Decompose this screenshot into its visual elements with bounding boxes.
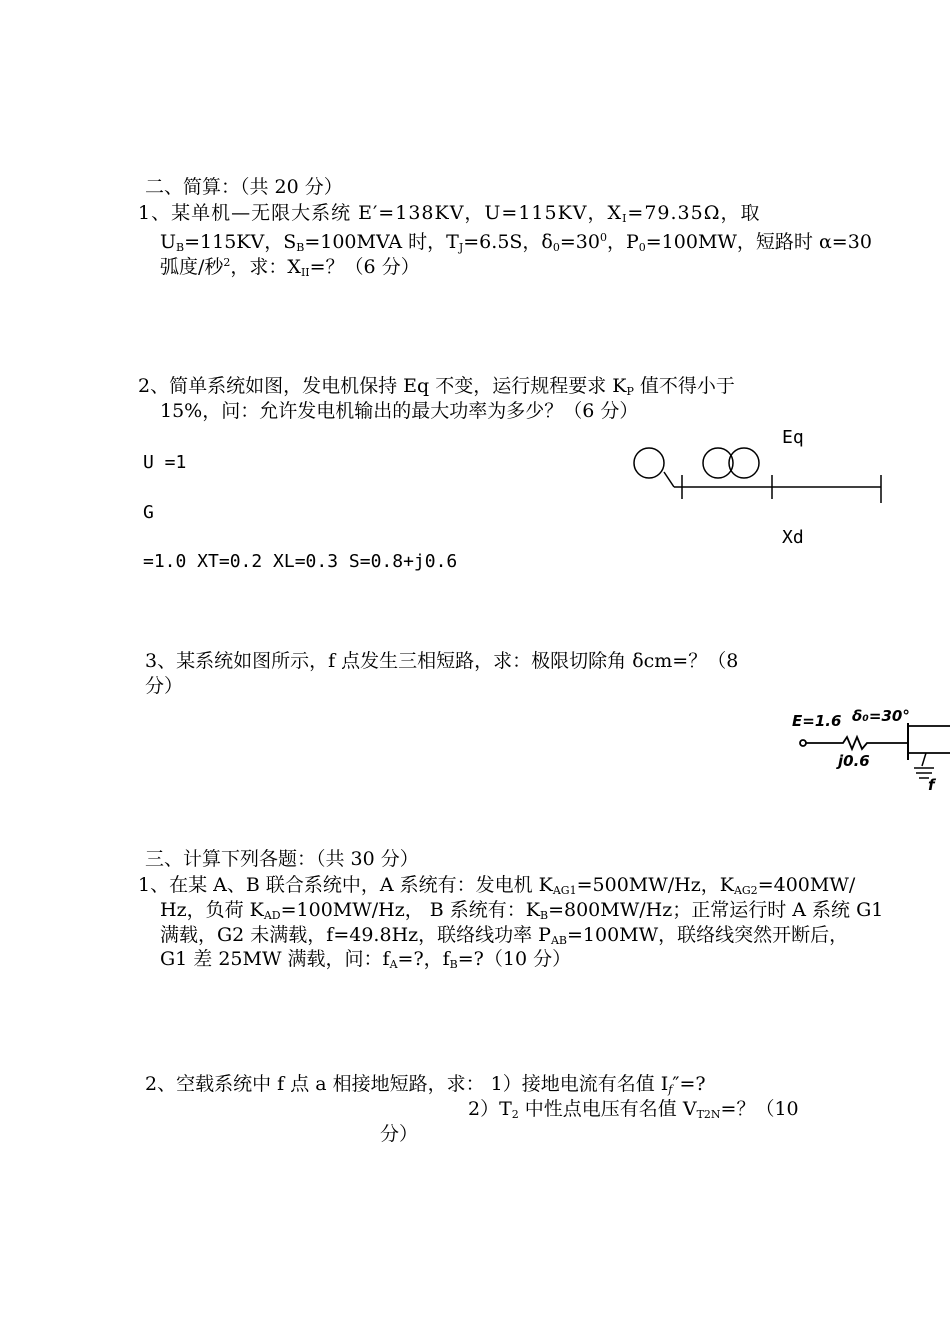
q2-1-line2: $U_B=115KV$，$S_B=100MVA$ 时，$T_J=6.5S$，$\delta_0=30^0$，$P_0=100MW$，短路时 α=30 (160, 231, 872, 254)
xd-label: Xd (782, 527, 804, 548)
q2-1-line3: 弧度/秒$^2$，求：$X_{II}=$？（6 分） (160, 256, 420, 279)
q2-3-line1: 3、某系统如图所示，f 点发生三相短路，求：极限切除角 δcm=？（8 (145, 650, 739, 672)
q2-2-line2: 15%，问：允许发电机输出的最大功率为多少？（6 分） (160, 400, 639, 422)
q2-2-params: =1.0 XT=0.2 XL=0.3 S=0.8+j0.6 (143, 551, 458, 572)
source-terminal (800, 740, 806, 746)
eq-label: Eq (782, 427, 804, 448)
hand-e-label: E=1.6 (792, 712, 842, 730)
q3-1-line4: G1 差 25MW 满载，问：$f_A=$?，$f_B=?(10$ 分） (160, 948, 572, 971)
section-3-title: 三、计算下列各题：（共 30 分） (145, 848, 419, 870)
q3-2-line2: $2)T_2$ 中性点电压有名值 $V_{T2N}=$？（10 (468, 1098, 799, 1121)
q2-2-circuit-diagram (628, 445, 888, 505)
ground-lead (922, 753, 926, 766)
q3-2-line3: 分） (380, 1123, 419, 1145)
generator-symbol (634, 448, 664, 478)
q2-3-line2: 分） (145, 675, 184, 697)
q3-1-line3: 满载，G2 未满载，f=49.8Hz，联络线功率 $P_{AB}=100MW$，联络线突然开断后， (160, 924, 849, 947)
q3-1-line2: Hz，负荷 $K_{AD}=100MW/Hz$， B 系统有：$K_B=800MW/Hz$；正常运行时 A 系统 G1 (160, 899, 884, 922)
hand-f-label: f (928, 776, 935, 794)
q3-1-line1: 1、在某 A、B 联合系统中，A 系统有：发电机 $K_{AG1}=500MW/Hz$，$K_{AG2}=400MW/$ (138, 874, 856, 897)
line-left-tail (664, 472, 674, 487)
g-label: G (143, 502, 154, 523)
q3-2-line1: 2、空载系统中 f 点 a 相接地短路，求： 1）接地电流有名值 $I_f''=$? (145, 1073, 706, 1096)
hand-delta-label: δ₀=30° (852, 707, 910, 725)
u-value: U =1 (143, 452, 187, 473)
q2-1-line1: 1、某单机—无限大系统 E′=138KV，U=115KV，$X_I=79.35\Omega$，取 (138, 202, 761, 225)
hand-j-label: j0.6 (838, 752, 870, 770)
section-2-title: 二、简算：（共 20 分） (145, 176, 343, 198)
q2-3-circuit-diagram (798, 718, 950, 798)
q2-2-line1: 2、简单系统如图，发电机保持 Eq 不变，运行规程要求 $K_P$ 值不得小于 (138, 375, 735, 398)
line-with-reactance (806, 737, 908, 749)
